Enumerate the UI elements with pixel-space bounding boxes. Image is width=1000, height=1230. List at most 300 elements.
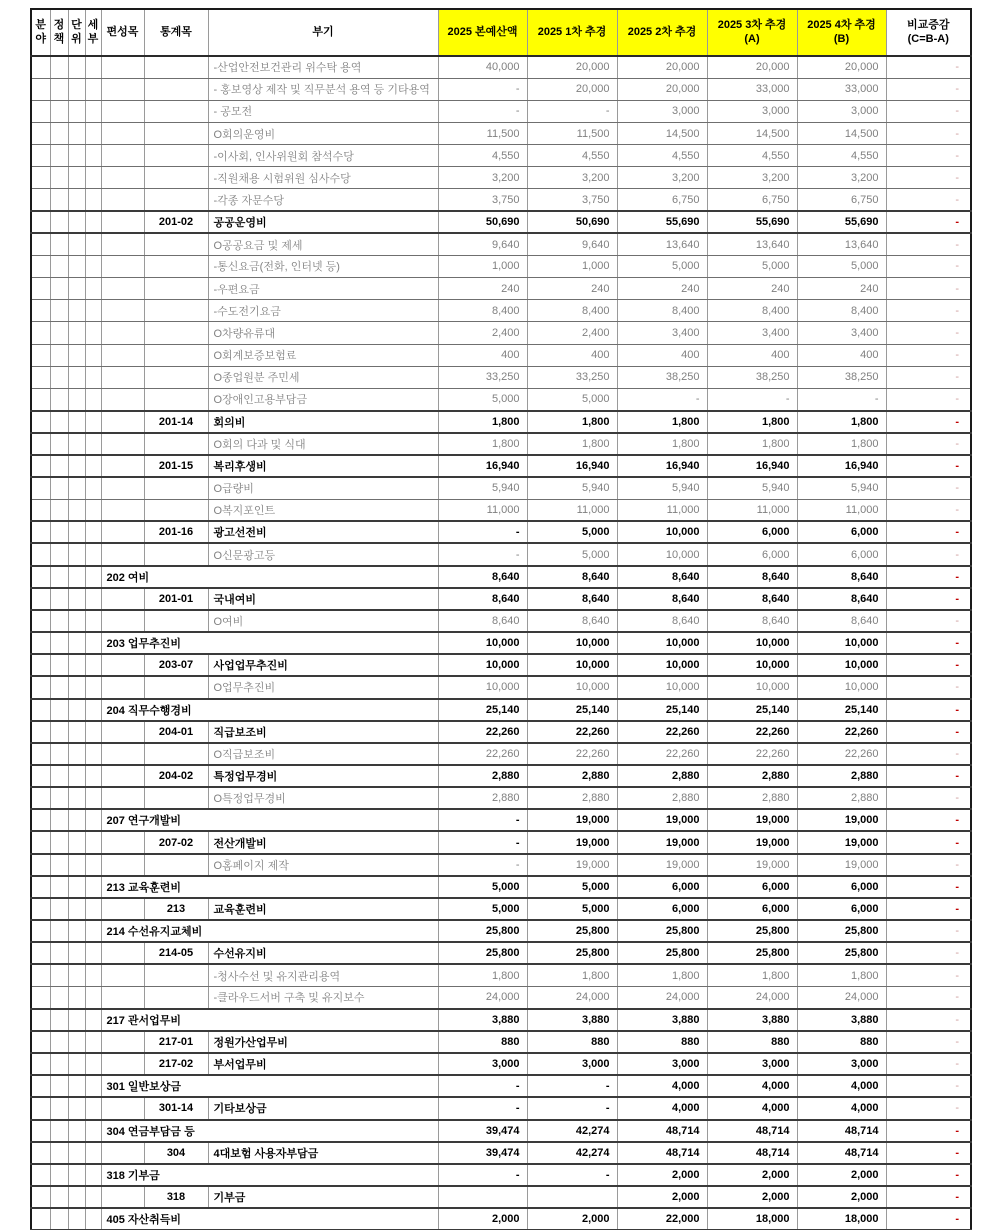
amount-cell: 240 xyxy=(797,278,886,300)
pyeonseong-cell xyxy=(101,1142,144,1164)
amount-cell: 8,640 xyxy=(617,566,707,588)
amount-cell: 19,000 xyxy=(617,854,707,876)
header-bunya: 분야 xyxy=(31,9,50,56)
amount-cell: 240 xyxy=(617,278,707,300)
detail-cell xyxy=(85,964,101,986)
amount-cell: 3,750 xyxy=(438,189,527,211)
policy-cell xyxy=(50,1053,68,1075)
detail-cell xyxy=(85,300,101,322)
policy-cell xyxy=(50,676,68,698)
amount-cell: 16,940 xyxy=(438,455,527,477)
header-danwi: 단위 xyxy=(68,9,85,56)
pyeonseong-cell xyxy=(101,78,144,100)
amount-cell: 8,640 xyxy=(797,610,886,632)
header-jeongchaek: 정책 xyxy=(50,9,68,56)
policy-cell xyxy=(50,122,68,144)
field-cell xyxy=(31,654,50,676)
amount-cell: 39,474 xyxy=(438,1142,527,1164)
detail-cell xyxy=(85,721,101,743)
stat-code-cell: 204-02 xyxy=(144,765,208,787)
budget-table xyxy=(30,8,972,1230)
stat-code-cell xyxy=(144,388,208,410)
unit-cell xyxy=(68,898,85,920)
pyeonseong-cell xyxy=(101,942,144,964)
stat-code-cell xyxy=(144,743,208,765)
amount-cell: 8,400 xyxy=(527,300,617,322)
bugi-label-cell: O신문광고등 xyxy=(208,543,438,565)
amount-cell: 1,800 xyxy=(527,433,617,455)
detail-cell xyxy=(85,145,101,167)
table-row xyxy=(31,1097,971,1119)
unit-cell xyxy=(68,876,85,898)
bugi-label-cell: 정원가산업무비 xyxy=(208,1031,438,1053)
pyeonseong-cell xyxy=(101,189,144,211)
field-cell xyxy=(31,876,50,898)
amount-cell: - xyxy=(438,78,527,100)
amount-cell: 20,000 xyxy=(707,56,797,78)
amount-cell: 25,140 xyxy=(707,699,797,721)
group-label-cell: 214 수선유지교체비 xyxy=(101,920,438,942)
detail-cell xyxy=(85,1053,101,1075)
pyeonseong-cell xyxy=(101,543,144,565)
amount-cell: 2,000 xyxy=(797,1186,886,1208)
amount-cell: 33,250 xyxy=(438,366,527,388)
header-sebu: 세부 xyxy=(85,9,101,56)
amount-cell: 1,800 xyxy=(797,433,886,455)
amount-cell: 38,250 xyxy=(797,366,886,388)
amount-cell: 48,714 xyxy=(797,1142,886,1164)
field-cell xyxy=(31,233,50,255)
detail-cell xyxy=(85,1142,101,1164)
bugi-label-cell: O회의 다과 및 식대 xyxy=(208,433,438,455)
field-cell xyxy=(31,56,50,78)
amount-cell: 3,000 xyxy=(707,100,797,122)
field-cell xyxy=(31,433,50,455)
table-header-row xyxy=(31,9,971,56)
diff-cell: - xyxy=(886,699,971,721)
amount-cell: 2,880 xyxy=(438,765,527,787)
detail-cell xyxy=(85,344,101,366)
diff-cell: - xyxy=(886,455,971,477)
amount-cell: 1,800 xyxy=(617,964,707,986)
field-cell xyxy=(31,1120,50,1142)
detail-cell xyxy=(85,854,101,876)
stat-code-cell xyxy=(144,122,208,144)
amount-cell: 5,940 xyxy=(527,477,617,499)
amount-cell: 16,940 xyxy=(527,455,617,477)
amount-cell: 9,640 xyxy=(438,233,527,255)
policy-cell xyxy=(50,1009,68,1031)
amount-cell: 10,000 xyxy=(797,654,886,676)
amount-cell: 48,714 xyxy=(707,1120,797,1142)
table-row xyxy=(31,765,971,787)
header-2025-supplement-1 xyxy=(527,9,617,56)
amount-cell: 1,000 xyxy=(438,255,527,277)
amount-cell: 6,000 xyxy=(707,898,797,920)
amount-cell: 8,640 xyxy=(797,588,886,610)
table-row xyxy=(31,499,971,521)
unit-cell xyxy=(68,1053,85,1075)
policy-cell xyxy=(50,233,68,255)
stat-code-cell xyxy=(144,233,208,255)
table-row xyxy=(31,344,971,366)
table-row xyxy=(31,477,971,499)
amount-cell: 24,000 xyxy=(617,987,707,1009)
policy-cell xyxy=(50,721,68,743)
header-2025-supplement-4-B xyxy=(797,9,886,56)
table-row xyxy=(31,632,971,654)
amount-cell: 6,000 xyxy=(797,543,886,565)
bugi-label-cell: O복지포인트 xyxy=(208,499,438,521)
detail-cell xyxy=(85,876,101,898)
unit-cell xyxy=(68,1097,85,1119)
bugi-label-cell: -이사회, 인사위원회 참석수당 xyxy=(208,145,438,167)
amount-cell: 25,800 xyxy=(617,920,707,942)
field-cell xyxy=(31,898,50,920)
stat-code-cell: 203-07 xyxy=(144,654,208,676)
table-row xyxy=(31,809,971,831)
amount-cell: 19,000 xyxy=(707,854,797,876)
diff-cell: - xyxy=(886,56,971,78)
amount-cell: 5,940 xyxy=(797,477,886,499)
policy-cell xyxy=(50,942,68,964)
amount-cell: 5,000 xyxy=(527,388,617,410)
detail-cell xyxy=(85,1031,101,1053)
stat-code-cell xyxy=(144,987,208,1009)
amount-cell: 3,200 xyxy=(438,167,527,189)
amount-cell: 10,000 xyxy=(707,632,797,654)
bugi-label-cell: O홈페이지 제작 xyxy=(208,854,438,876)
table-row xyxy=(31,145,971,167)
diff-cell: - xyxy=(886,433,971,455)
amount-cell: 5,000 xyxy=(527,876,617,898)
stat-code-cell xyxy=(144,787,208,809)
amount-cell: 25,140 xyxy=(797,699,886,721)
amount-cell: 11,000 xyxy=(438,499,527,521)
diff-cell: - xyxy=(886,1164,971,1186)
policy-cell xyxy=(50,278,68,300)
amount-cell: 3,880 xyxy=(438,1009,527,1031)
amount-cell: 13,640 xyxy=(617,233,707,255)
stat-code-cell: 214-05 xyxy=(144,942,208,964)
amount-cell: 4,550 xyxy=(707,145,797,167)
amount-cell: 10,000 xyxy=(797,676,886,698)
amount-cell: 1,800 xyxy=(617,433,707,455)
stat-code-cell: 301-14 xyxy=(144,1097,208,1119)
pyeonseong-cell xyxy=(101,499,144,521)
policy-cell xyxy=(50,588,68,610)
amount-cell: 8,640 xyxy=(438,566,527,588)
amount-cell: 10,000 xyxy=(707,654,797,676)
amount-cell: 19,000 xyxy=(527,854,617,876)
bugi-label-cell: -각종 자문수당 xyxy=(208,189,438,211)
field-cell xyxy=(31,765,50,787)
bugi-label-cell: 회의비 xyxy=(208,411,438,433)
detail-cell xyxy=(85,765,101,787)
stat-code-cell: 217-02 xyxy=(144,1053,208,1075)
bugi-label-cell: -산업안전보건관리 위수탁 용역 xyxy=(208,56,438,78)
policy-cell xyxy=(50,898,68,920)
diff-cell: - xyxy=(886,654,971,676)
amount-cell: 8,640 xyxy=(527,588,617,610)
diff-cell: - xyxy=(886,676,971,698)
amount-cell: 6,000 xyxy=(797,898,886,920)
amount-cell: 19,000 xyxy=(797,809,886,831)
amount-cell: 4,000 xyxy=(797,1097,886,1119)
amount-cell: 880 xyxy=(707,1031,797,1053)
bugi-label-cell: O업무추진비 xyxy=(208,676,438,698)
unit-cell xyxy=(68,809,85,831)
header-subtitle: (A) xyxy=(744,32,760,45)
field-cell xyxy=(31,455,50,477)
amount-cell: 2,400 xyxy=(438,322,527,344)
pyeonseong-cell xyxy=(101,122,144,144)
diff-cell: - xyxy=(886,1142,971,1164)
amount-cell: 55,690 xyxy=(617,211,707,233)
amount-cell: 8,640 xyxy=(707,566,797,588)
amount-cell: 5,000 xyxy=(797,255,886,277)
stat-code-cell xyxy=(144,964,208,986)
unit-cell xyxy=(68,100,85,122)
table-row xyxy=(31,987,971,1009)
unit-cell xyxy=(68,1031,85,1053)
amount-cell: - xyxy=(438,809,527,831)
unit-cell xyxy=(68,543,85,565)
diff-cell: - xyxy=(886,743,971,765)
amount-cell: 2,880 xyxy=(797,765,886,787)
policy-cell xyxy=(50,499,68,521)
diff-cell: - xyxy=(886,721,971,743)
amount-cell: 6,000 xyxy=(707,521,797,543)
table-row xyxy=(31,322,971,344)
bugi-label-cell: -클라우드서버 구축 및 유지보수 xyxy=(208,987,438,1009)
unit-cell xyxy=(68,1075,85,1097)
pyeonseong-cell xyxy=(101,987,144,1009)
detail-cell xyxy=(85,566,101,588)
table-row xyxy=(31,831,971,853)
unit-cell xyxy=(68,344,85,366)
bugi-label-cell: -수도전기요금 xyxy=(208,300,438,322)
stat-code-cell: 204-01 xyxy=(144,721,208,743)
policy-cell xyxy=(50,632,68,654)
amount-cell: 24,000 xyxy=(527,987,617,1009)
detail-cell xyxy=(85,1120,101,1142)
pyeonseong-cell xyxy=(101,167,144,189)
amount-cell: 48,714 xyxy=(797,1120,886,1142)
unit-cell xyxy=(68,1208,85,1230)
policy-cell xyxy=(50,543,68,565)
unit-cell xyxy=(68,920,85,942)
stat-code-cell: 201-02 xyxy=(144,211,208,233)
stat-code-cell xyxy=(144,167,208,189)
amount-cell: 22,000 xyxy=(617,1208,707,1230)
policy-cell xyxy=(50,1075,68,1097)
table-row xyxy=(31,876,971,898)
budget-table-body xyxy=(31,56,971,1230)
pyeonseong-cell xyxy=(101,654,144,676)
bugi-label-cell: 부서업무비 xyxy=(208,1053,438,1075)
field-cell xyxy=(31,1164,50,1186)
pyeonseong-cell xyxy=(101,233,144,255)
table-row xyxy=(31,1031,971,1053)
amount-cell: 13,640 xyxy=(707,233,797,255)
group-label-cell: 207 연구개발비 xyxy=(101,809,438,831)
diff-cell: - xyxy=(886,942,971,964)
unit-cell xyxy=(68,1186,85,1208)
amount-cell: 11,000 xyxy=(707,499,797,521)
table-row xyxy=(31,854,971,876)
stat-code-cell xyxy=(144,300,208,322)
field-cell xyxy=(31,942,50,964)
field-cell xyxy=(31,278,50,300)
amount-cell: 33,000 xyxy=(797,78,886,100)
pyeonseong-cell xyxy=(101,521,144,543)
unit-cell xyxy=(68,743,85,765)
detail-cell xyxy=(85,56,101,78)
amount-cell: 10,000 xyxy=(527,654,617,676)
diff-cell: - xyxy=(886,366,971,388)
amount-cell: 880 xyxy=(438,1031,527,1053)
amount-cell: 3,000 xyxy=(797,100,886,122)
amount-cell: 5,940 xyxy=(438,477,527,499)
unit-cell xyxy=(68,433,85,455)
detail-cell xyxy=(85,1075,101,1097)
header-2025-supplement-2 xyxy=(617,9,707,56)
policy-cell xyxy=(50,255,68,277)
pyeonseong-cell xyxy=(101,100,144,122)
group-label-cell: 202 여비 xyxy=(101,566,438,588)
amount-cell: 22,260 xyxy=(527,743,617,765)
amount-cell: 48,714 xyxy=(617,1120,707,1142)
detail-cell xyxy=(85,743,101,765)
diff-cell: - xyxy=(886,610,971,632)
amount-cell: 3,200 xyxy=(527,167,617,189)
amount-cell: 8,640 xyxy=(527,610,617,632)
unit-cell xyxy=(68,1009,85,1031)
table-row xyxy=(31,366,971,388)
policy-cell xyxy=(50,1120,68,1142)
stat-code-cell xyxy=(144,610,208,632)
amount-cell: 38,250 xyxy=(707,366,797,388)
detail-cell xyxy=(85,676,101,698)
amount-cell: 16,940 xyxy=(797,455,886,477)
table-row xyxy=(31,654,971,676)
policy-cell xyxy=(50,654,68,676)
bugi-label-cell: O특정업무경비 xyxy=(208,787,438,809)
amount-cell: 10,000 xyxy=(617,543,707,565)
stat-code-cell: 201-14 xyxy=(144,411,208,433)
field-cell xyxy=(31,477,50,499)
amount-cell: 25,800 xyxy=(707,920,797,942)
amount-cell: 1,800 xyxy=(527,411,617,433)
unit-cell xyxy=(68,632,85,654)
amount-cell: 19,000 xyxy=(797,854,886,876)
amount-cell: 6,750 xyxy=(617,189,707,211)
unit-cell xyxy=(68,278,85,300)
amount-cell: 14,500 xyxy=(617,122,707,144)
amount-cell: 25,800 xyxy=(797,942,886,964)
amount-cell: 5,000 xyxy=(617,255,707,277)
amount-cell: 10,000 xyxy=(617,521,707,543)
header-tonggyemok: 통계목 xyxy=(144,9,208,56)
amount-cell: 22,260 xyxy=(797,743,886,765)
amount-cell: 19,000 xyxy=(617,831,707,853)
pyeonseong-cell xyxy=(101,145,144,167)
unit-cell xyxy=(68,831,85,853)
field-cell xyxy=(31,1097,50,1119)
diff-cell: - xyxy=(886,78,971,100)
amount-cell: 2,000 xyxy=(617,1186,707,1208)
unit-cell xyxy=(68,211,85,233)
diff-cell: - xyxy=(886,100,971,122)
amount-cell: 6,000 xyxy=(707,876,797,898)
amount-cell: 2,400 xyxy=(527,322,617,344)
table-row xyxy=(31,255,971,277)
amount-cell: 3,200 xyxy=(617,167,707,189)
amount-cell: 5,940 xyxy=(707,477,797,499)
table-row xyxy=(31,588,971,610)
bugi-label-cell: - 홍보영상 제작 및 직무분석 용역 등 기타용역 xyxy=(208,78,438,100)
amount-cell: 22,260 xyxy=(438,743,527,765)
unit-cell xyxy=(68,1120,85,1142)
amount-cell: 2,000 xyxy=(707,1186,797,1208)
diff-cell: - xyxy=(886,233,971,255)
group-label-cell: 213 교육훈련비 xyxy=(101,876,438,898)
policy-cell xyxy=(50,566,68,588)
header-2025-supplement-3-A xyxy=(707,9,797,56)
pyeonseong-cell xyxy=(101,344,144,366)
bugi-label-cell: O회의운영비 xyxy=(208,122,438,144)
bugi-label-cell: 4대보험 사용자부담금 xyxy=(208,1142,438,1164)
amount-cell: 1,800 xyxy=(527,964,617,986)
stat-code-cell: 318 xyxy=(144,1186,208,1208)
amount-cell: 3,000 xyxy=(527,1053,617,1075)
unit-cell xyxy=(68,610,85,632)
diff-cell: - xyxy=(886,1075,971,1097)
diff-cell: - xyxy=(886,1053,971,1075)
table-row xyxy=(31,189,971,211)
field-cell xyxy=(31,1053,50,1075)
amount-cell: 4,000 xyxy=(797,1075,886,1097)
detail-cell xyxy=(85,1186,101,1208)
pyeonseong-cell xyxy=(101,721,144,743)
policy-cell xyxy=(50,167,68,189)
amount-cell: - xyxy=(438,1075,527,1097)
policy-cell xyxy=(50,322,68,344)
bugi-label-cell: O종업원분 주민세 xyxy=(208,366,438,388)
unit-cell xyxy=(68,122,85,144)
amount-cell: 19,000 xyxy=(707,809,797,831)
diff-cell: - xyxy=(886,411,971,433)
amount-cell: 18,000 xyxy=(797,1208,886,1230)
amount-cell: 3,200 xyxy=(707,167,797,189)
unit-cell xyxy=(68,145,85,167)
unit-cell xyxy=(68,964,85,986)
amount-cell: 2,880 xyxy=(617,787,707,809)
amount-cell: 8,640 xyxy=(707,588,797,610)
bugi-label-cell: 공공운영비 xyxy=(208,211,438,233)
policy-cell xyxy=(50,344,68,366)
amount-cell: 18,000 xyxy=(707,1208,797,1230)
amount-cell: 2,880 xyxy=(707,787,797,809)
amount-cell: 2,880 xyxy=(617,765,707,787)
table-row xyxy=(31,1053,971,1075)
header-title: 2025 2차 추경 xyxy=(627,25,697,38)
field-cell xyxy=(31,699,50,721)
amount-cell: 1,800 xyxy=(438,433,527,455)
amount-cell: 11,000 xyxy=(617,499,707,521)
policy-cell xyxy=(50,300,68,322)
